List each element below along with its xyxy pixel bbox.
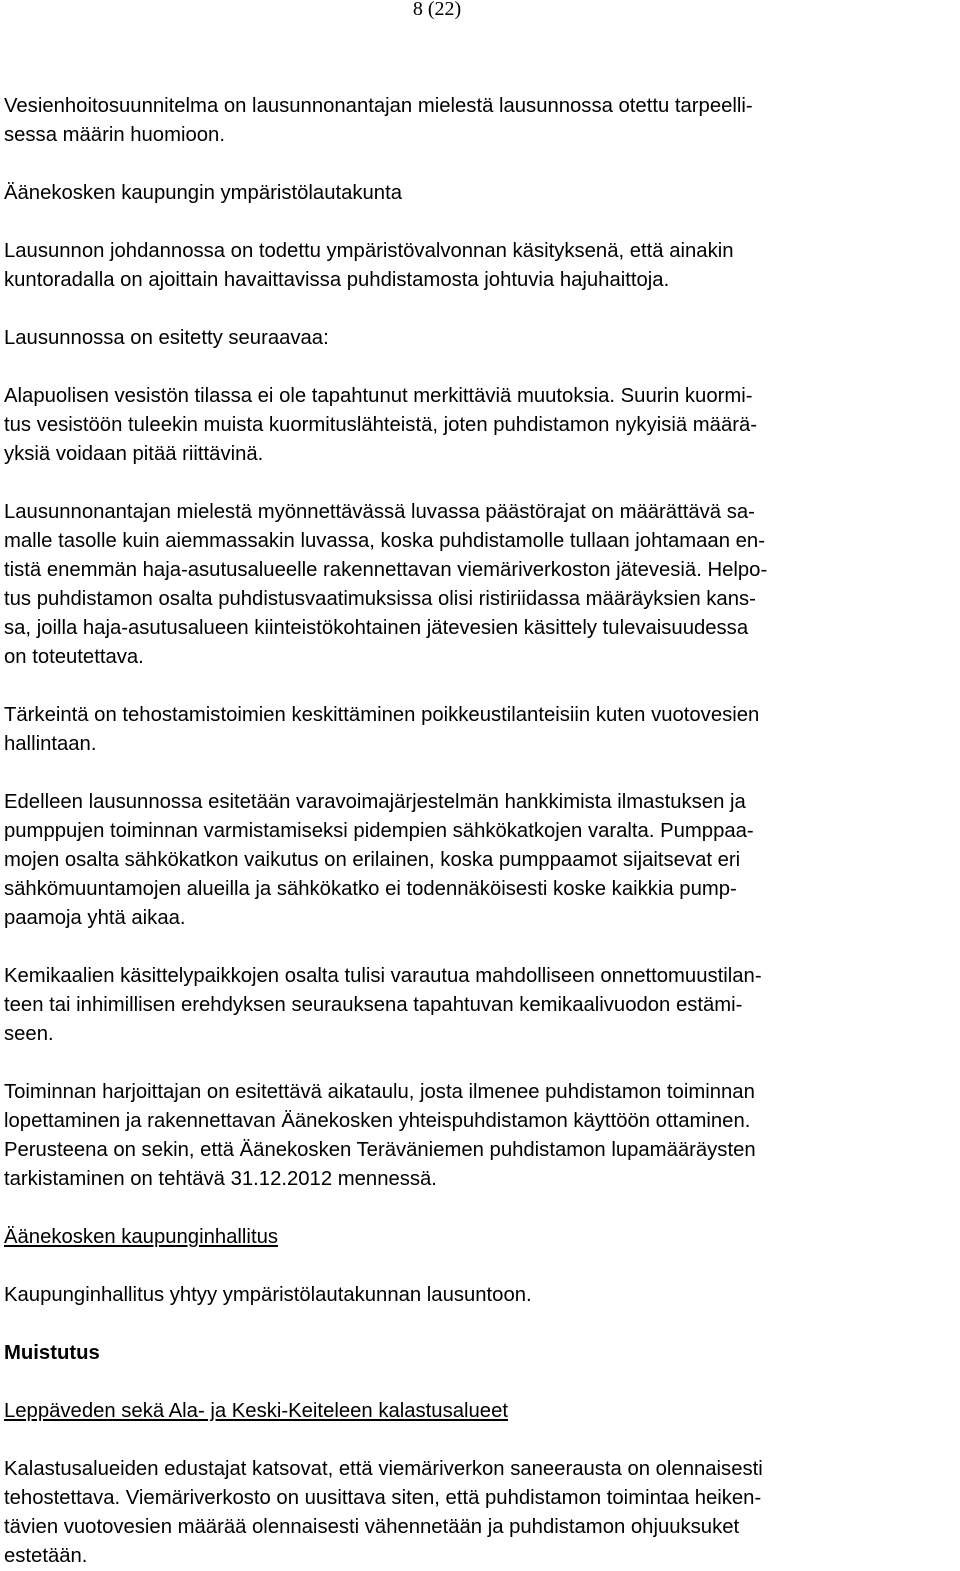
- paragraph-line: sähkömuuntamojen alueilla ja sähkökatko ei todennäköisesti koske kaikkia pump-: [4, 878, 737, 900]
- paragraph-line: tistä enemmän haja-asutusalueelle rakennettavan viemäriverkoston jätevesiä. Helpo-: [4, 559, 768, 581]
- paragraph-line: Tärkeintä on tehostamistoimien keskittäminen poikkeustilanteisiin kuten vuotovesien: [4, 704, 760, 726]
- paragraph-kaupunginhallitus: [4, 1281, 946, 1310]
- paragraph-varavoima: [4, 788, 946, 933]
- paragraph-line: Kemikaalien käsittelypaikkojen osalta tulisi varautua mahdolliseen onnettomuustilan-: [4, 965, 762, 987]
- paragraph-line: hallintaan.: [4, 733, 97, 755]
- paragraph-line: Edelleen lausunnossa esitetään varavoimajärjestelmän hankkimista ilmastuksen ja: [4, 791, 746, 813]
- heading-ymparistolautakunta: Äänekosken kaupungin ympäristölautakunta: [4, 182, 402, 204]
- heading-muistutus: Muistutus: [4, 1342, 100, 1364]
- document-body: [4, 92, 946, 1571]
- paragraph-line: malle tasolle kuin aiemmassakin luvassa, koska puhdistamolle tullaan johtamaan en-: [4, 530, 765, 552]
- paragraph-line: Toiminnan harjoittajan on esitettävä aikataulu, josta ilmenee puhdistamon toiminnan: [4, 1081, 755, 1103]
- paragraph-vesienhoitosuunnitelma: [4, 92, 946, 150]
- heading-kalastusalueet: Leppäveden sekä Ala- ja Keski-Keiteleen kalastusalueet: [4, 1400, 508, 1422]
- paragraph-line: Vesienhoitosuunnitelma on lausunnonantajan mielestä lausunnossa otettu tarpeelli-: [4, 95, 753, 117]
- paragraph-line: paamoja yhtä aikaa.: [4, 907, 186, 929]
- paragraph-line: lopettaminen ja rakennettavan Äänekosken yhteispuhdistamon käyttöön ottaminen.: [4, 1110, 751, 1132]
- paragraph-line: tehostettava. Viemäriverkosto on uusittava siten, että puhdistamon toimintaa heiken-: [4, 1487, 762, 1509]
- paragraph-line: tus vesistöön tuleekin muista kuormituslähteistä, joten puhdistamon nykyisiä määrä-: [4, 414, 758, 436]
- paragraph-line: seen.: [4, 1023, 54, 1045]
- paragraph-line: estetään.: [4, 1545, 88, 1567]
- page-number: 8 (22): [412, 0, 462, 20]
- paragraph-line: Kalastusalueiden edustajat katsovat, että viemäriverkon saneerausta on olennaisesti: [4, 1458, 763, 1480]
- paragraph-esitetty: [4, 324, 946, 353]
- paragraph-alapuolinen-vesisto: [4, 382, 946, 469]
- paragraph-line: Kaupunginhallitus yhtyy ympäristölautakunnan lausuntoon.: [4, 1284, 532, 1306]
- paragraph-line: Perusteena on sekin, että Äänekosken Teräväniemen puhdistamon lupamääräysten: [4, 1139, 756, 1161]
- paragraph-line: kuntoradalla on ajoittain havaittavissa puhdistamosta johtuvia hajuhaittoja.: [4, 269, 670, 291]
- heading-kaupunginhallitus: Äänekosken kaupunginhallitus: [4, 1226, 278, 1248]
- paragraph-tarkeinta: [4, 701, 946, 759]
- paragraph-line: Alapuolisen vesistön tilassa ei ole tapahtunut merkittäviä muutoksia. Suurin kuormi-: [4, 385, 753, 407]
- paragraph-line: Lausunnonantajan mielestä myönnettävässä luvassa päästörajat on määrättävä sa-: [4, 501, 755, 523]
- paragraph-line: Lausunnon johdannossa on todettu ympäristövalvonnan käsityksenä, että ainakin: [4, 240, 734, 262]
- paragraph-line: tävien vuotovesien määrää olennaisesti vähennetään ja puhdistamon ohjuuksuket: [4, 1516, 740, 1538]
- paragraph-line: pumppujen toiminnan varmistamiseksi pidempien sähkökatkojen varalta. Pumppaa-: [4, 820, 754, 842]
- paragraph-line: tus puhdistamon osalta puhdistusvaatimuksissa olisi ristiriidassa määräyksien kans-: [4, 588, 756, 610]
- paragraph-kemikaalit: [4, 962, 946, 1049]
- paragraph-line: yksiä voidaan pitää riittävinä.: [4, 443, 264, 465]
- paragraph-kalastusalueet: [4, 1455, 946, 1571]
- paragraph-line: sa, joilla haja-asutusalueen kiinteistökohtainen jätevesien käsittely tulevaisuudessa: [4, 617, 749, 639]
- paragraph-line: teen tai inhimillisen erehdyksen seurauksena tapahtuvan kemikaalivuodon estämi-: [4, 994, 743, 1016]
- paragraph-line: Lausunnossa on esitetty seuraavaa:: [4, 327, 329, 349]
- paragraph-johdanto: [4, 237, 946, 295]
- paragraph-line: tarkistaminen on tehtävä 31.12.2012 mennessä.: [4, 1168, 437, 1190]
- paragraph-paastorajat: [4, 498, 946, 672]
- paragraph-line: on toteutettava.: [4, 646, 144, 668]
- paragraph-line: sessa määrin huomioon.: [4, 124, 225, 146]
- paragraph-line: mojen osalta sähkökatkon vaikutus on erilainen, koska pumppaamot sijaitsevat eri: [4, 849, 741, 871]
- paragraph-aikataulu: [4, 1078, 946, 1194]
